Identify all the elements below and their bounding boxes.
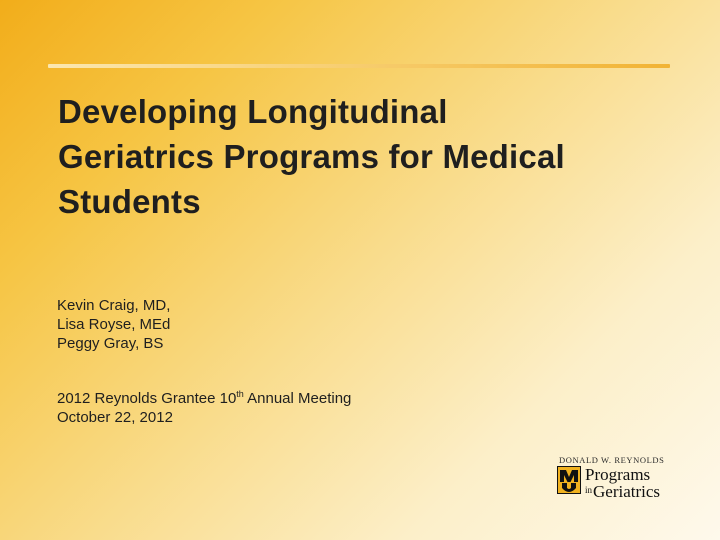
author-1: Kevin Craig, MD, [57,297,171,314]
meeting-ordinal-suffix: th [236,389,244,399]
logo-subline [585,483,660,502]
meeting-name-prefix: 2012 Reynolds Grantee 10 [57,390,237,407]
author-2: Lisa Royse, MEd [57,316,171,333]
author-list [57,296,170,353]
logo-header-text: DONALD W. REYNOLDS [559,455,665,465]
meeting-date: October 22, 2012 [57,409,173,426]
top-divider-line [48,64,670,68]
meeting-name-suffix: Annual Meeting [243,390,352,407]
title-line-1: Developing Longitudinal [58,93,448,130]
title-line-3: Students [58,183,201,220]
slide-title [58,89,698,224]
logo-programs-text: Programs [585,465,651,484]
reynolds-programs-logo [557,455,665,501]
mu-shield-icon [557,466,581,494]
meeting-info [57,389,351,427]
logo-geriatrics-text: Geriatrics [593,482,661,501]
logo-in-text: in [585,485,593,495]
author-3: Peggy Gray, BS [57,335,164,352]
title-line-2: Geriatrics Programs for Medical [58,138,565,175]
meeting-name [57,389,351,408]
